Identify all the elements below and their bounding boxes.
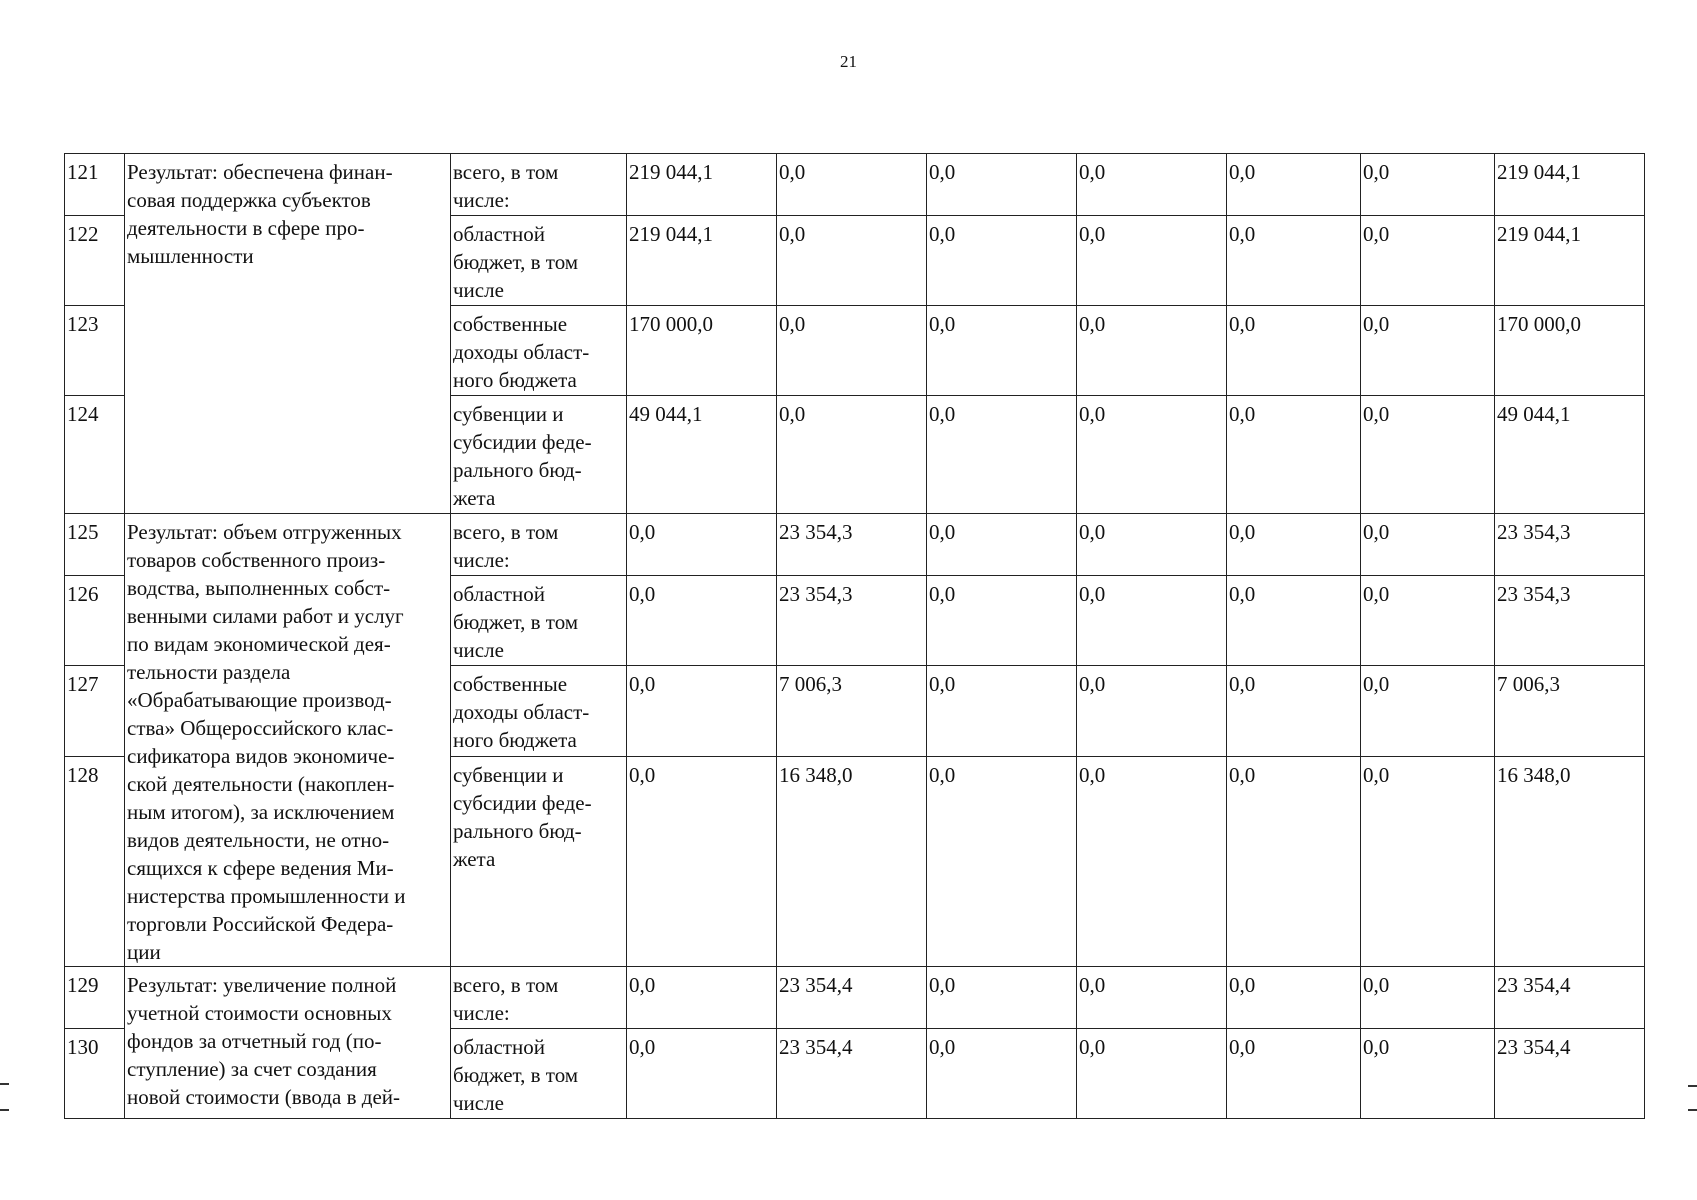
year-value-cell: 0,0 bbox=[1361, 216, 1495, 306]
year-value-cell: 0,0 bbox=[1227, 967, 1361, 1029]
year-value-cell: 16 348,0 bbox=[777, 756, 927, 967]
year-value-cell: 0,0 bbox=[927, 514, 1077, 576]
row-number-cell: 126 bbox=[65, 576, 125, 666]
row-number-cell: 121 bbox=[65, 154, 125, 216]
year-value-cell: 0,0 bbox=[1227, 396, 1361, 514]
year-value-cell: 0,0 bbox=[1077, 154, 1227, 216]
total-value-cell: 16 348,0 bbox=[1495, 756, 1645, 967]
funding-source-cell: областной бюджет, в том числе bbox=[451, 1029, 627, 1119]
year-value-cell: 0,0 bbox=[1077, 967, 1227, 1029]
year-value-cell: 0,0 bbox=[1077, 666, 1227, 756]
total-value-cell: 23 354,4 bbox=[1495, 967, 1645, 1029]
year-value-cell: 0,0 bbox=[777, 154, 927, 216]
year-value-cell: 0,0 bbox=[777, 216, 927, 306]
row-number-cell: 125 bbox=[65, 514, 125, 576]
year-value-cell: 0,0 bbox=[927, 154, 1077, 216]
total-value-cell: 23 354,4 bbox=[1495, 1029, 1645, 1119]
row-number-cell: 130 bbox=[65, 1029, 125, 1119]
year-value-cell: 0,0 bbox=[1227, 1029, 1361, 1119]
year-value-cell: 219 044,1 bbox=[627, 216, 777, 306]
year-value-cell: 0,0 bbox=[927, 666, 1077, 756]
row-number-cell: 129 bbox=[65, 967, 125, 1029]
funding-source-cell: собственные доходы област- ного бюджета bbox=[451, 306, 627, 396]
total-value-cell: 219 044,1 bbox=[1495, 154, 1645, 216]
total-value-cell: 219 044,1 bbox=[1495, 216, 1645, 306]
row-number-cell: 122 bbox=[65, 216, 125, 306]
year-value-cell: 0,0 bbox=[1227, 666, 1361, 756]
year-value-cell: 0,0 bbox=[1361, 1029, 1495, 1119]
year-value-cell: 0,0 bbox=[1077, 514, 1227, 576]
year-value-cell: 0,0 bbox=[1361, 306, 1495, 396]
crop-mark-left-top bbox=[0, 1083, 9, 1085]
year-value-cell: 0,0 bbox=[1361, 396, 1495, 514]
page-number: 21 bbox=[840, 52, 857, 71]
year-value-cell: 0,0 bbox=[777, 396, 927, 514]
year-value-cell: 0,0 bbox=[1227, 216, 1361, 306]
total-value-cell: 49 044,1 bbox=[1495, 396, 1645, 514]
funding-source-cell: областной бюджет, в том числе bbox=[451, 216, 627, 306]
year-value-cell: 0,0 bbox=[927, 216, 1077, 306]
year-value-cell: 0,0 bbox=[1227, 514, 1361, 576]
year-value-cell: 0,0 bbox=[627, 576, 777, 666]
year-value-cell: 0,0 bbox=[627, 756, 777, 967]
year-value-cell: 170 000,0 bbox=[627, 306, 777, 396]
year-value-cell: 0,0 bbox=[1361, 756, 1495, 967]
year-value-cell: 0,0 bbox=[627, 967, 777, 1029]
year-value-cell: 0,0 bbox=[1227, 756, 1361, 967]
funding-source-cell: субвенции и субсидии феде- рального бюд- жета bbox=[451, 756, 627, 967]
total-value-cell: 23 354,3 bbox=[1495, 576, 1645, 666]
year-value-cell: 23 354,4 bbox=[777, 1029, 927, 1119]
year-value-cell: 0,0 bbox=[1227, 306, 1361, 396]
budget-table bbox=[64, 153, 1645, 1119]
result-description-cell: Результат: увеличение полной учетной стоимости основных фондов за отчетный год (по- ступление) за счет создания новой стоимости (ввода в дей- bbox=[125, 967, 451, 1119]
funding-source-cell: областной бюджет, в том числе bbox=[451, 576, 627, 666]
funding-source-cell: всего, в том числе: bbox=[451, 967, 627, 1029]
year-value-cell: 0,0 bbox=[1361, 514, 1495, 576]
year-value-cell: 0,0 bbox=[1361, 154, 1495, 216]
row-number-cell: 123 bbox=[65, 306, 125, 396]
year-value-cell: 0,0 bbox=[927, 967, 1077, 1029]
table-row bbox=[65, 514, 1645, 576]
year-value-cell: 0,0 bbox=[1077, 1029, 1227, 1119]
crop-mark-right-top bbox=[1688, 1085, 1697, 1087]
year-value-cell: 0,0 bbox=[927, 396, 1077, 514]
year-value-cell: 0,0 bbox=[927, 306, 1077, 396]
year-value-cell: 0,0 bbox=[1077, 756, 1227, 967]
funding-source-cell: субвенции и субсидии феде- рального бюд- жета bbox=[451, 396, 627, 514]
row-number-cell: 128 bbox=[65, 756, 125, 967]
year-value-cell: 23 354,3 bbox=[777, 576, 927, 666]
year-value-cell: 0,0 bbox=[927, 1029, 1077, 1119]
funding-source-cell: всего, в том числе: bbox=[451, 514, 627, 576]
year-value-cell: 49 044,1 bbox=[627, 396, 777, 514]
year-value-cell: 0,0 bbox=[1361, 576, 1495, 666]
year-value-cell: 23 354,3 bbox=[777, 514, 927, 576]
table-row bbox=[65, 967, 1645, 1029]
crop-mark-left-bottom bbox=[0, 1109, 9, 1111]
funding-source-cell: всего, в том числе: bbox=[451, 154, 627, 216]
row-number-cell: 124 bbox=[65, 396, 125, 514]
year-value-cell: 0,0 bbox=[627, 514, 777, 576]
row-number-cell: 127 bbox=[65, 666, 125, 756]
total-value-cell: 170 000,0 bbox=[1495, 306, 1645, 396]
year-value-cell: 0,0 bbox=[1077, 306, 1227, 396]
total-value-cell: 7 006,3 bbox=[1495, 666, 1645, 756]
year-value-cell: 0,0 bbox=[627, 1029, 777, 1119]
table-row bbox=[65, 154, 1645, 216]
year-value-cell: 0,0 bbox=[777, 306, 927, 396]
year-value-cell: 0,0 bbox=[1227, 576, 1361, 666]
result-description-cell: Результат: объем отгруженных товаров собственного произ- водства, выполненных собст- венными силами работ и услуг по видам экономической дея- тельности раздела «Обрабатывающие производ- ства» Общероссийского клас- сификатора видов экономиче- ской деятельности (накоплен- ным итогом), за исключением видов деятельности, не отно- сящихся к сфере ведения Ми- нистерства промышленности и торговли Российской Федера- ции bbox=[125, 514, 451, 967]
year-value-cell: 0,0 bbox=[1077, 216, 1227, 306]
year-value-cell: 0,0 bbox=[1077, 576, 1227, 666]
year-value-cell: 0,0 bbox=[927, 576, 1077, 666]
year-value-cell: 0,0 bbox=[1227, 154, 1361, 216]
result-description-cell: Результат: обеспечена финан- совая поддержка субъектов деятельности в сфере про- мышленности bbox=[125, 154, 451, 514]
year-value-cell: 7 006,3 bbox=[777, 666, 927, 756]
year-value-cell: 0,0 bbox=[627, 666, 777, 756]
year-value-cell: 0,0 bbox=[927, 756, 1077, 967]
year-value-cell: 0,0 bbox=[1361, 666, 1495, 756]
funding-source-cell: собственные доходы област- ного бюджета bbox=[451, 666, 627, 756]
crop-mark-right-bottom bbox=[1688, 1109, 1697, 1111]
year-value-cell: 219 044,1 bbox=[627, 154, 777, 216]
year-value-cell: 23 354,4 bbox=[777, 967, 927, 1029]
total-value-cell: 23 354,3 bbox=[1495, 514, 1645, 576]
year-value-cell: 0,0 bbox=[1361, 967, 1495, 1029]
year-value-cell: 0,0 bbox=[1077, 396, 1227, 514]
